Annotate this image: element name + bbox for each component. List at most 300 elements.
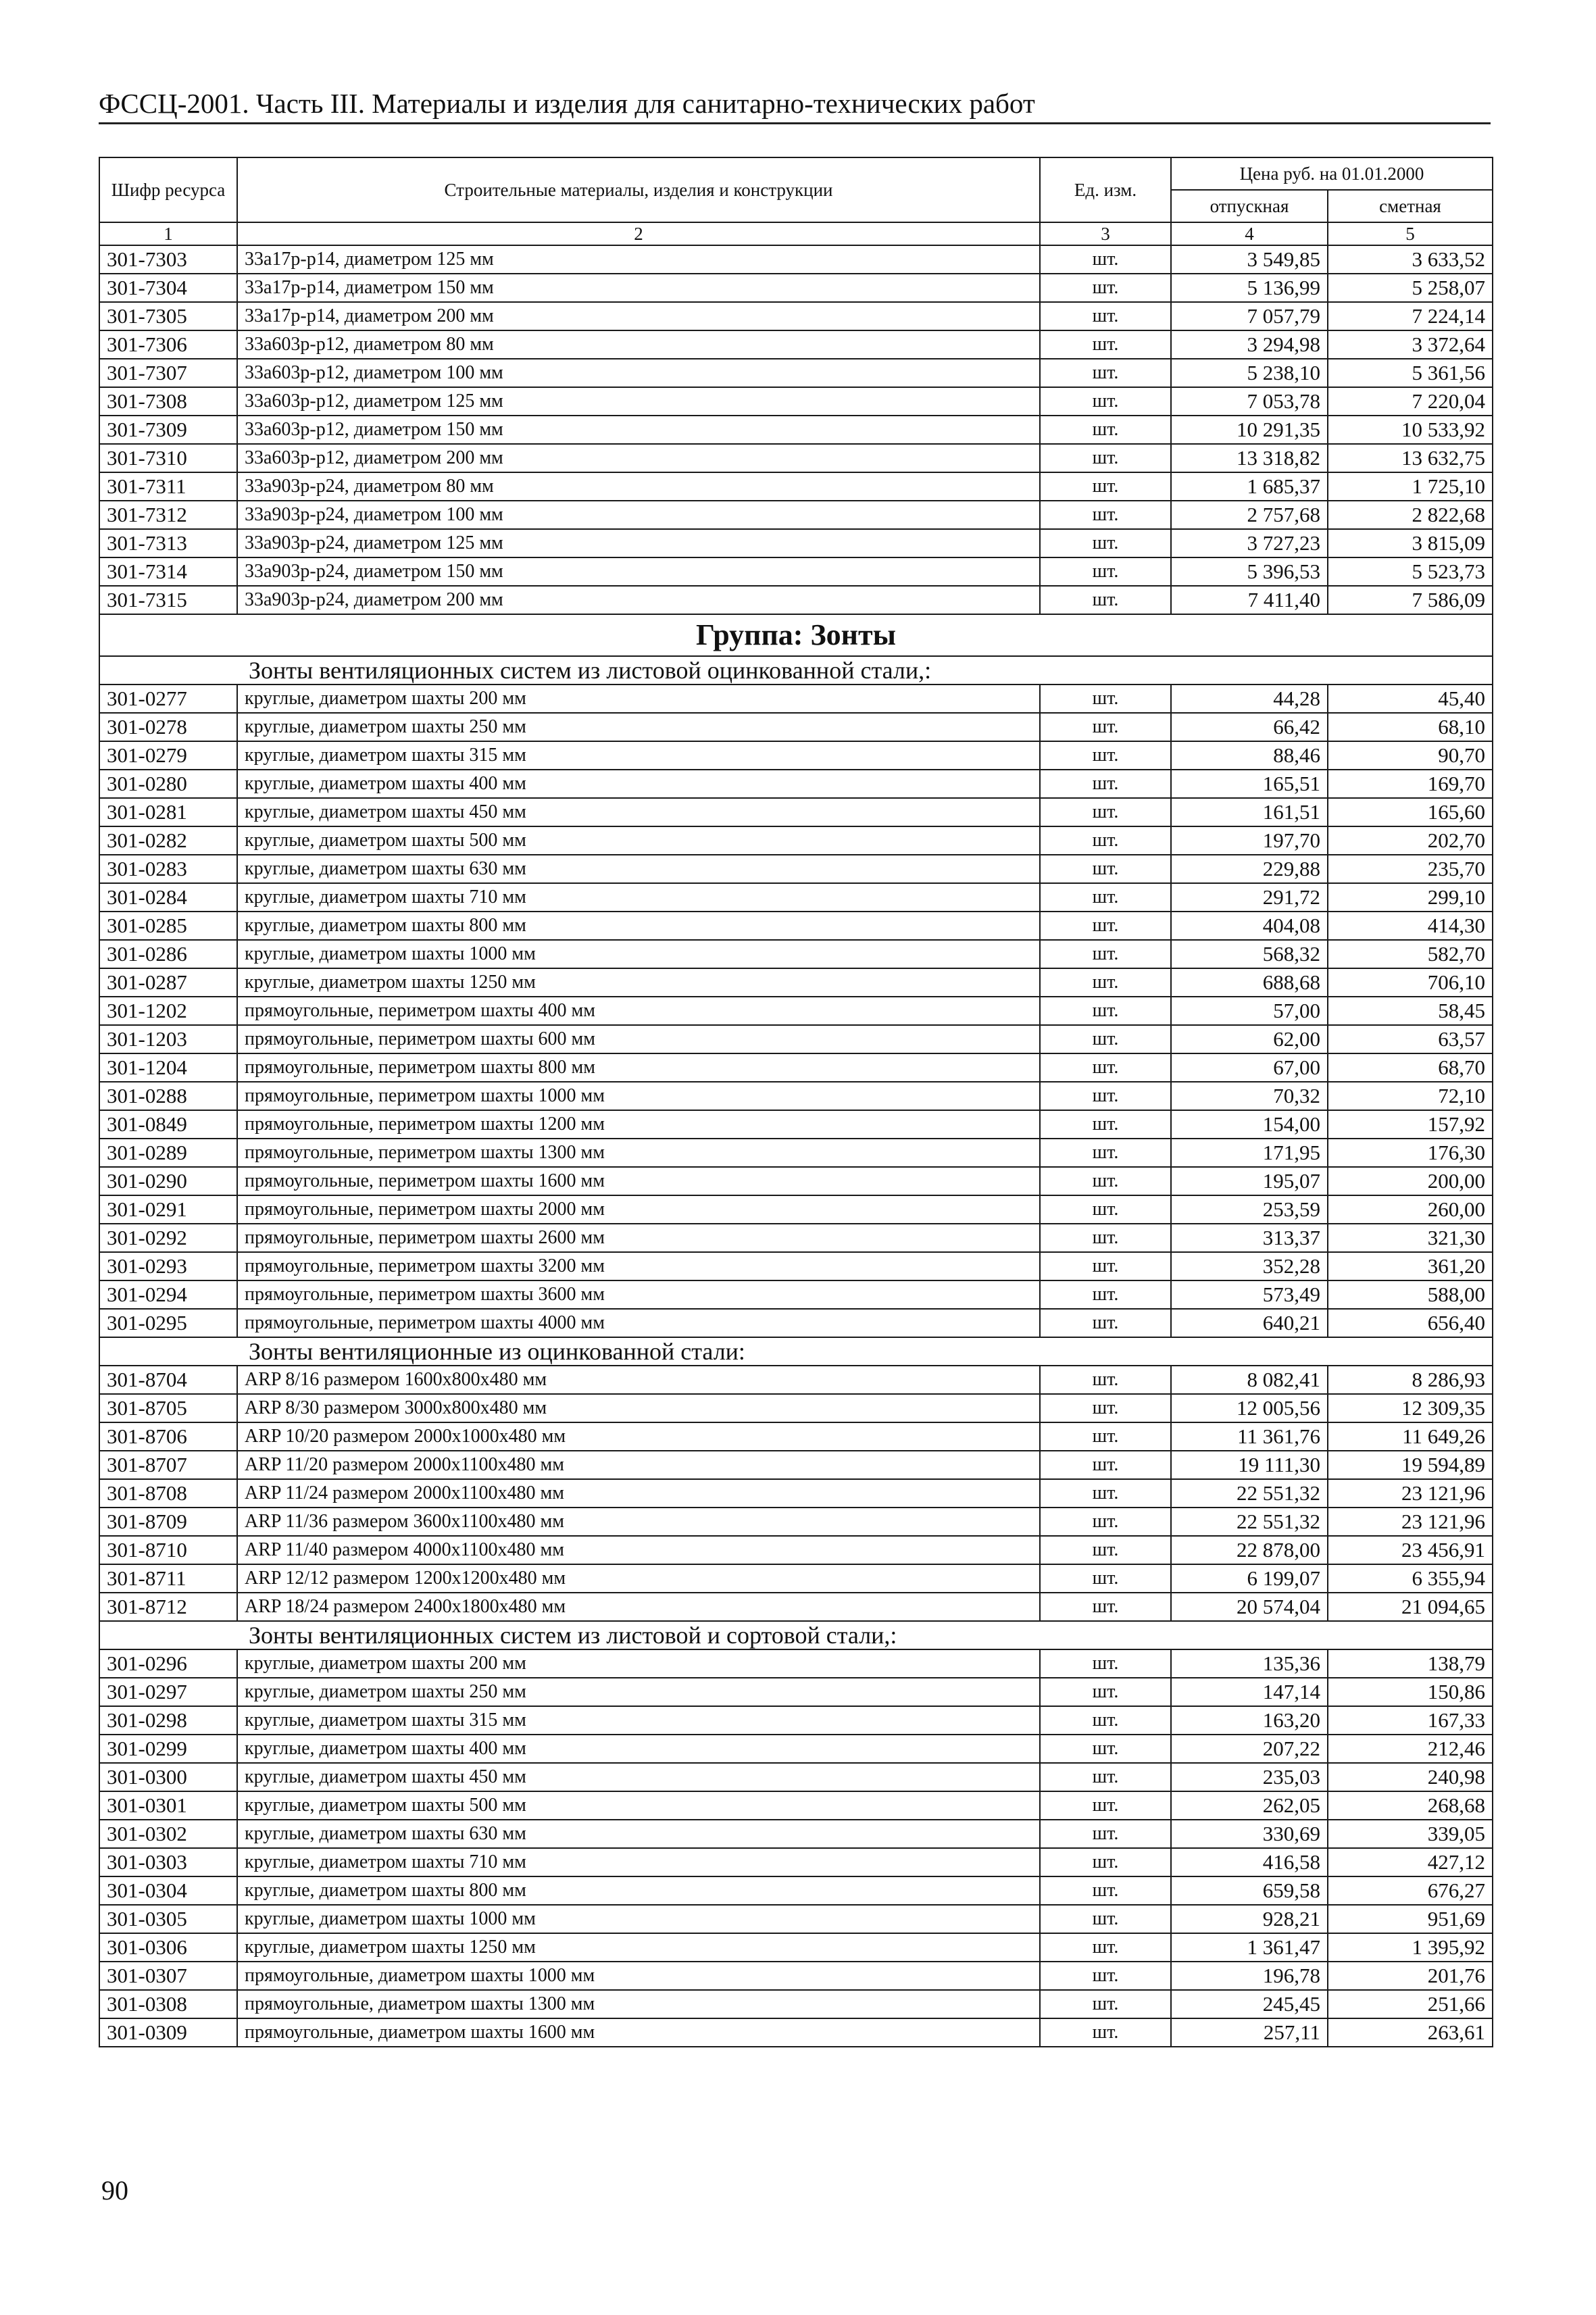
estimate-price-cell: 167,33 <box>1328 1706 1493 1735</box>
wholesale-price-cell: 7 411,40 <box>1171 586 1328 614</box>
wholesale-price-cell: 161,51 <box>1171 798 1328 826</box>
wholesale-price-cell: 171,95 <box>1171 1139 1328 1167</box>
wholesale-price-cell: 22 878,00 <box>1171 1536 1328 1564</box>
material-name-cell: 33а603р-р12, диаметром 100 мм <box>237 359 1040 387</box>
wholesale-price-cell: 235,03 <box>1171 1763 1328 1791</box>
material-name-cell: круглые, диаметром шахты 315 мм <box>237 741 1040 770</box>
resource-code-cell: 301-7304 <box>99 274 237 302</box>
material-name-cell: круглые, диаметром шахты 250 мм <box>237 1678 1040 1706</box>
column-number: 3 <box>1040 222 1171 245</box>
estimate-price-cell: 321,30 <box>1328 1224 1493 1252</box>
wholesale-price-cell: 67,00 <box>1171 1053 1328 1082</box>
col-header-code: Шифр ресурса <box>99 157 237 222</box>
table-row <box>99 684 1493 713</box>
table-row <box>99 855 1493 883</box>
wholesale-price-cell: 44,28 <box>1171 684 1328 713</box>
table-row <box>99 1593 1493 1621</box>
material-name-cell: круглые, диаметром шахты 1250 мм <box>237 1933 1040 1962</box>
wholesale-price-cell: 262,05 <box>1171 1791 1328 1820</box>
material-name-cell: ARP 12/12 размером 1200x1200x480 мм <box>237 1564 1040 1593</box>
estimate-price-cell: 19 594,89 <box>1328 1451 1493 1479</box>
table-row <box>99 883 1493 912</box>
wholesale-price-cell: 5 396,53 <box>1171 557 1328 586</box>
wholesale-price-cell: 291,72 <box>1171 883 1328 912</box>
resource-code-cell: 301-0297 <box>99 1678 237 1706</box>
table-row <box>99 1025 1493 1053</box>
wholesale-price-cell: 70,32 <box>1171 1082 1328 1110</box>
material-name-cell: ARP 8/16 размером 1600x800x480 мм <box>237 1366 1040 1394</box>
unit-cell: шт. <box>1040 1735 1171 1763</box>
unit-cell: шт. <box>1040 1706 1171 1735</box>
table-row <box>99 997 1493 1025</box>
col-header-estimate: сметная <box>1328 190 1493 222</box>
resource-code-cell: 301-8708 <box>99 1479 237 1508</box>
material-name-cell: прямоугольные, периметром шахты 4000 мм <box>237 1309 1040 1337</box>
table-row <box>99 1990 1493 2018</box>
unit-cell: шт. <box>1040 444 1171 472</box>
table-row <box>99 302 1493 330</box>
material-name-cell: круглые, диаметром шахты 710 мм <box>237 883 1040 912</box>
resource-code-cell: 301-8712 <box>99 1593 237 1621</box>
material-name-cell: 33а903р-р24, диаметром 100 мм <box>237 501 1040 529</box>
resource-code-cell: 301-7303 <box>99 245 237 274</box>
wholesale-price-cell: 11 361,76 <box>1171 1422 1328 1451</box>
resource-code-cell: 301-0284 <box>99 883 237 912</box>
estimate-price-cell: 3 633,52 <box>1328 245 1493 274</box>
material-name-cell: 33а603р-р12, диаметром 125 мм <box>237 387 1040 416</box>
resource-code-cell: 301-0299 <box>99 1735 237 1763</box>
unit-cell: шт. <box>1040 912 1171 940</box>
table-row <box>99 359 1493 387</box>
wholesale-price-cell: 253,59 <box>1171 1195 1328 1224</box>
wholesale-price-cell: 6 199,07 <box>1171 1564 1328 1593</box>
unit-cell: шт. <box>1040 1479 1171 1508</box>
wholesale-price-cell: 257,11 <box>1171 2018 1328 2047</box>
resource-code-cell: 301-0278 <box>99 713 237 741</box>
estimate-price-cell: 5 523,73 <box>1328 557 1493 586</box>
unit-cell: шт. <box>1040 245 1171 274</box>
table-row <box>99 1905 1493 1933</box>
wholesale-price-cell: 20 574,04 <box>1171 1593 1328 1621</box>
estimate-price-cell: 6 355,94 <box>1328 1564 1493 1593</box>
resource-code-cell: 301-0290 <box>99 1167 237 1195</box>
wholesale-price-cell: 197,70 <box>1171 826 1328 855</box>
unit-cell: шт. <box>1040 684 1171 713</box>
unit-cell: шт. <box>1040 1593 1171 1621</box>
wholesale-price-cell: 2 757,68 <box>1171 501 1328 529</box>
material-name-cell: прямоугольные, периметром шахты 1600 мм <box>237 1167 1040 1195</box>
table-row <box>99 1082 1493 1110</box>
wholesale-price-cell: 404,08 <box>1171 912 1328 940</box>
wholesale-price-cell: 195,07 <box>1171 1167 1328 1195</box>
resource-code-cell: 301-0291 <box>99 1195 237 1224</box>
table-row <box>99 1876 1493 1905</box>
table-row <box>99 1167 1493 1195</box>
wholesale-price-cell: 22 551,32 <box>1171 1508 1328 1536</box>
estimate-price-cell: 361,20 <box>1328 1252 1493 1280</box>
table-row <box>99 1820 1493 1848</box>
estimate-price-cell: 150,86 <box>1328 1678 1493 1706</box>
unit-cell: шт. <box>1040 855 1171 883</box>
estimate-price-cell: 2 822,68 <box>1328 501 1493 529</box>
material-name-cell: 33а903р-р24, диаметром 150 мм <box>237 557 1040 586</box>
unit-cell: шт. <box>1040 1252 1171 1280</box>
wholesale-price-cell: 330,69 <box>1171 1820 1328 1848</box>
material-name-cell: круглые, диаметром шахты 710 мм <box>237 1848 1040 1876</box>
table-row <box>99 1309 1493 1337</box>
wholesale-price-cell: 5 238,10 <box>1171 359 1328 387</box>
estimate-price-cell: 427,12 <box>1328 1848 1493 1876</box>
estimate-price-cell: 165,60 <box>1328 798 1493 826</box>
wholesale-price-cell: 154,00 <box>1171 1110 1328 1139</box>
subgroup-heading-row <box>99 1621 1493 1649</box>
unit-cell: шт. <box>1040 387 1171 416</box>
wholesale-price-cell: 22 551,32 <box>1171 1479 1328 1508</box>
wholesale-price-cell: 10 291,35 <box>1171 416 1328 444</box>
resource-code-cell: 301-0279 <box>99 741 237 770</box>
table-row <box>99 1649 1493 1678</box>
material-name-cell: прямоугольные, периметром шахты 1300 мм <box>237 1139 1040 1167</box>
column-number: 4 <box>1171 222 1328 245</box>
material-name-cell: круглые, диаметром шахты 450 мм <box>237 798 1040 826</box>
estimate-price-cell: 263,61 <box>1328 2018 1493 2047</box>
unit-cell: шт. <box>1040 826 1171 855</box>
material-name-cell: круглые, диаметром шахты 200 мм <box>237 1649 1040 1678</box>
resource-code-cell: 301-1203 <box>99 1025 237 1053</box>
resource-code-cell: 301-8706 <box>99 1422 237 1451</box>
resource-code-cell: 301-0287 <box>99 968 237 997</box>
material-name-cell: прямоугольные, диаметром шахты 1000 мм <box>237 1962 1040 1990</box>
wholesale-price-cell: 8 082,41 <box>1171 1366 1328 1394</box>
page-header-title: ФССЦ-2001. Часть III. Материалы и изделия для санитарно-технических работ <box>99 88 1035 119</box>
unit-cell: шт. <box>1040 997 1171 1025</box>
resource-code-cell: 301-0283 <box>99 855 237 883</box>
wholesale-price-cell: 416,58 <box>1171 1848 1328 1876</box>
table-row <box>99 798 1493 826</box>
wholesale-price-cell: 7 057,79 <box>1171 302 1328 330</box>
price-table <box>99 157 1493 2047</box>
material-name-cell: круглые, диаметром шахты 500 мм <box>237 826 1040 855</box>
wholesale-price-cell: 573,49 <box>1171 1280 1328 1309</box>
table-row <box>99 1451 1493 1479</box>
resource-code-cell: 301-7314 <box>99 557 237 586</box>
resource-code-cell: 301-8705 <box>99 1394 237 1422</box>
col-header-unit: Ед. изм. <box>1040 157 1171 222</box>
unit-cell: шт. <box>1040 1933 1171 1962</box>
unit-cell: шт. <box>1040 1820 1171 1848</box>
resource-code-cell: 301-7307 <box>99 359 237 387</box>
wholesale-price-cell: 62,00 <box>1171 1025 1328 1053</box>
table-row <box>99 1110 1493 1139</box>
estimate-price-cell: 240,98 <box>1328 1763 1493 1791</box>
unit-cell: шт. <box>1040 1082 1171 1110</box>
column-number: 5 <box>1328 222 1493 245</box>
table-row <box>99 2018 1493 2047</box>
table-row <box>99 330 1493 359</box>
unit-cell: шт. <box>1040 1649 1171 1678</box>
estimate-price-cell: 200,00 <box>1328 1167 1493 1195</box>
table-row <box>99 1508 1493 1536</box>
material-name-cell: прямоугольные, периметром шахты 1200 мм <box>237 1110 1040 1139</box>
resource-code-cell: 301-0286 <box>99 940 237 968</box>
material-name-cell: 33а603р-р12, диаметром 150 мм <box>237 416 1040 444</box>
wholesale-price-cell: 313,37 <box>1171 1224 1328 1252</box>
resource-code-cell: 301-0292 <box>99 1224 237 1252</box>
wholesale-price-cell: 229,88 <box>1171 855 1328 883</box>
material-name-cell: круглые, диаметром шахты 630 мм <box>237 855 1040 883</box>
table-row <box>99 1536 1493 1564</box>
table-row <box>99 940 1493 968</box>
table-row <box>99 1564 1493 1593</box>
table-row <box>99 1195 1493 1224</box>
estimate-price-cell: 706,10 <box>1328 968 1493 997</box>
table-header-row <box>99 157 1493 190</box>
material-name-cell: прямоугольные, периметром шахты 3200 мм <box>237 1252 1040 1280</box>
unit-cell: шт. <box>1040 1791 1171 1820</box>
unit-cell: шт. <box>1040 586 1171 614</box>
estimate-price-cell: 5 361,56 <box>1328 359 1493 387</box>
resource-code-cell: 301-0295 <box>99 1309 237 1337</box>
material-name-cell: круглые, диаметром шахты 315 мм <box>237 1706 1040 1735</box>
wholesale-price-cell: 352,28 <box>1171 1252 1328 1280</box>
table-row <box>99 1791 1493 1820</box>
material-name-cell: круглые, диаметром шахты 630 мм <box>237 1820 1040 1848</box>
subgroup-heading: Зонты вентиляционные из оцинкованной стали: <box>99 1337 1493 1366</box>
unit-cell: шт. <box>1040 1763 1171 1791</box>
table-row <box>99 557 1493 586</box>
estimate-price-cell: 90,70 <box>1328 741 1493 770</box>
estimate-price-cell: 656,40 <box>1328 1309 1493 1337</box>
table-row <box>99 770 1493 798</box>
table-row <box>99 586 1493 614</box>
estimate-price-cell: 260,00 <box>1328 1195 1493 1224</box>
material-name-cell: круглые, диаметром шахты 800 мм <box>237 912 1040 940</box>
material-name-cell: круглые, диаметром шахты 1000 мм <box>237 940 1040 968</box>
material-name-cell: прямоугольные, периметром шахты 600 мм <box>237 1025 1040 1053</box>
material-name-cell: 33а17р-р14, диаметром 200 мм <box>237 302 1040 330</box>
resource-code-cell: 301-0300 <box>99 1763 237 1791</box>
unit-cell: шт. <box>1040 1962 1171 1990</box>
wholesale-price-cell: 1 361,47 <box>1171 1933 1328 1962</box>
resource-code-cell: 301-0309 <box>99 2018 237 2047</box>
material-name-cell: прямоугольные, диаметром шахты 1600 мм <box>237 2018 1040 2047</box>
estimate-price-cell: 23 121,96 <box>1328 1479 1493 1508</box>
wholesale-price-cell: 12 005,56 <box>1171 1394 1328 1422</box>
resource-code-cell: 301-0289 <box>99 1139 237 1167</box>
material-name-cell: 33а17р-р14, диаметром 125 мм <box>237 245 1040 274</box>
subgroup-heading: Зонты вентиляционных систем из листовой оцинкованной стали,: <box>99 656 1493 684</box>
table-row <box>99 501 1493 529</box>
material-name-cell: ARP 8/30 размером 3000x800x480 мм <box>237 1394 1040 1422</box>
resource-code-cell: 301-1204 <box>99 1053 237 1082</box>
resource-code-cell: 301-0308 <box>99 1990 237 2018</box>
estimate-price-cell: 582,70 <box>1328 940 1493 968</box>
material-name-cell: прямоугольные, периметром шахты 2600 мм <box>237 1224 1040 1252</box>
material-name-cell: круглые, диаметром шахты 400 мм <box>237 770 1040 798</box>
table-row <box>99 1735 1493 1763</box>
wholesale-price-cell: 147,14 <box>1171 1678 1328 1706</box>
resource-code-cell: 301-0280 <box>99 770 237 798</box>
unit-cell: шт. <box>1040 1110 1171 1139</box>
resource-code-cell: 301-0281 <box>99 798 237 826</box>
table-row <box>99 912 1493 940</box>
table-row <box>99 472 1493 501</box>
estimate-price-cell: 72,10 <box>1328 1082 1493 1110</box>
material-name-cell: круглые, диаметром шахты 800 мм <box>237 1876 1040 1905</box>
resource-code-cell: 301-7308 <box>99 387 237 416</box>
wholesale-price-cell: 7 053,78 <box>1171 387 1328 416</box>
table-row <box>99 1280 1493 1309</box>
estimate-price-cell: 21 094,65 <box>1328 1593 1493 1621</box>
wholesale-price-cell: 207,22 <box>1171 1735 1328 1763</box>
table-row <box>99 1479 1493 1508</box>
material-name-cell: 33а17р-р14, диаметром 150 мм <box>237 274 1040 302</box>
unit-cell: шт. <box>1040 1025 1171 1053</box>
resource-code-cell: 301-7313 <box>99 529 237 557</box>
estimate-price-cell: 12 309,35 <box>1328 1394 1493 1422</box>
table-row <box>99 1848 1493 1876</box>
unit-cell: шт. <box>1040 1905 1171 1933</box>
unit-cell: шт. <box>1040 1309 1171 1337</box>
col-header-name: Строительные материалы, изделия и конструкции <box>237 157 1040 222</box>
table-row <box>99 1366 1493 1394</box>
estimate-price-cell: 951,69 <box>1328 1905 1493 1933</box>
estimate-price-cell: 7 586,09 <box>1328 586 1493 614</box>
unit-cell: шт. <box>1040 1394 1171 1422</box>
material-name-cell: круглые, диаметром шахты 250 мм <box>237 713 1040 741</box>
estimate-price-cell: 588,00 <box>1328 1280 1493 1309</box>
column-number: 1 <box>99 222 237 245</box>
unit-cell: шт. <box>1040 1564 1171 1593</box>
unit-cell: шт. <box>1040 1678 1171 1706</box>
resource-code-cell: 301-0849 <box>99 1110 237 1139</box>
unit-cell: шт. <box>1040 1366 1171 1394</box>
wholesale-price-cell: 3 294,98 <box>1171 330 1328 359</box>
unit-cell: шт. <box>1040 1508 1171 1536</box>
resource-code-cell: 301-7309 <box>99 416 237 444</box>
estimate-price-cell: 3 815,09 <box>1328 529 1493 557</box>
unit-cell: шт. <box>1040 940 1171 968</box>
resource-code-cell: 301-0294 <box>99 1280 237 1309</box>
material-name-cell: круглые, диаметром шахты 200 мм <box>237 684 1040 713</box>
wholesale-price-cell: 19 111,30 <box>1171 1451 1328 1479</box>
estimate-price-cell: 299,10 <box>1328 883 1493 912</box>
table-row <box>99 713 1493 741</box>
estimate-price-cell: 8 286,93 <box>1328 1366 1493 1394</box>
estimate-price-cell: 202,70 <box>1328 826 1493 855</box>
table-row <box>99 1706 1493 1735</box>
unit-cell: шт. <box>1040 1422 1171 1451</box>
subgroup-heading: Зонты вентиляционных систем из листовой и сортовой стали,: <box>99 1621 1493 1649</box>
estimate-price-cell: 11 649,26 <box>1328 1422 1493 1451</box>
estimate-price-cell: 58,45 <box>1328 997 1493 1025</box>
unit-cell: шт. <box>1040 1224 1171 1252</box>
table-row <box>99 1763 1493 1791</box>
group-title: Группа: Зонты <box>99 614 1493 656</box>
wholesale-price-cell: 66,42 <box>1171 713 1328 741</box>
col-header-price: Цена руб. на 01.01.2000 <box>1171 157 1493 190</box>
estimate-price-cell: 3 372,64 <box>1328 330 1493 359</box>
estimate-price-cell: 176,30 <box>1328 1139 1493 1167</box>
resource-code-cell: 301-7306 <box>99 330 237 359</box>
material-name-cell: ARP 10/20 размером 2000x1000x480 мм <box>237 1422 1040 1451</box>
unit-cell: шт. <box>1040 798 1171 826</box>
page-number: 90 <box>101 2175 128 2206</box>
group-title-row <box>99 614 1493 656</box>
resource-code-cell: 301-8710 <box>99 1536 237 1564</box>
unit-cell: шт. <box>1040 557 1171 586</box>
material-name-cell: 33а603р-р12, диаметром 200 мм <box>237 444 1040 472</box>
column-number-row <box>99 222 1493 245</box>
wholesale-price-cell: 659,58 <box>1171 1876 1328 1905</box>
resource-code-cell: 301-7311 <box>99 472 237 501</box>
material-name-cell: круглые, диаметром шахты 1000 мм <box>237 1905 1040 1933</box>
estimate-price-cell: 251,66 <box>1328 1990 1493 2018</box>
resource-code-cell: 301-8711 <box>99 1564 237 1593</box>
estimate-price-cell: 10 533,92 <box>1328 416 1493 444</box>
unit-cell: шт. <box>1040 1167 1171 1195</box>
table-row <box>99 1139 1493 1167</box>
unit-cell: шт. <box>1040 1195 1171 1224</box>
unit-cell: шт. <box>1040 770 1171 798</box>
material-name-cell: 33а903р-р24, диаметром 200 мм <box>237 586 1040 614</box>
table-row <box>99 1962 1493 1990</box>
material-name-cell: ARP 18/24 размером 2400x1800x480 мм <box>237 1593 1040 1621</box>
material-name-cell: прямоугольные, периметром шахты 800 мм <box>237 1053 1040 1082</box>
material-name-cell: прямоугольные, периметром шахты 3600 мм <box>237 1280 1040 1309</box>
estimate-price-cell: 235,70 <box>1328 855 1493 883</box>
unit-cell: шт. <box>1040 501 1171 529</box>
wholesale-price-cell: 3 549,85 <box>1171 245 1328 274</box>
estimate-price-cell: 23 456,91 <box>1328 1536 1493 1564</box>
table-row <box>99 444 1493 472</box>
unit-cell: шт. <box>1040 1848 1171 1876</box>
unit-cell: шт. <box>1040 1536 1171 1564</box>
estimate-price-cell: 676,27 <box>1328 1876 1493 1905</box>
unit-cell: шт. <box>1040 359 1171 387</box>
table-row <box>99 1678 1493 1706</box>
material-name-cell: 33а903р-р24, диаметром 125 мм <box>237 529 1040 557</box>
unit-cell: шт. <box>1040 1280 1171 1309</box>
resource-code-cell: 301-0307 <box>99 1962 237 1990</box>
table-row <box>99 1252 1493 1280</box>
material-name-cell: круглые, диаметром шахты 400 мм <box>237 1735 1040 1763</box>
unit-cell: шт. <box>1040 1139 1171 1167</box>
material-name-cell: круглые, диаметром шахты 450 мм <box>237 1763 1040 1791</box>
table-row <box>99 1422 1493 1451</box>
wholesale-price-cell: 928,21 <box>1171 1905 1328 1933</box>
resource-code-cell: 301-0285 <box>99 912 237 940</box>
estimate-price-cell: 169,70 <box>1328 770 1493 798</box>
wholesale-price-cell: 640,21 <box>1171 1309 1328 1337</box>
unit-cell: шт. <box>1040 968 1171 997</box>
table-row <box>99 416 1493 444</box>
unit-cell: шт. <box>1040 883 1171 912</box>
unit-cell: шт. <box>1040 1053 1171 1082</box>
estimate-price-cell: 63,57 <box>1328 1025 1493 1053</box>
resource-code-cell: 301-0301 <box>99 1791 237 1820</box>
header-rule <box>99 122 1491 124</box>
table-row <box>99 245 1493 274</box>
wholesale-price-cell: 688,68 <box>1171 968 1328 997</box>
resource-code-cell: 301-7312 <box>99 501 237 529</box>
material-name-cell: ARP 11/40 размером 4000x1100x480 мм <box>237 1536 1040 1564</box>
estimate-price-cell: 1 725,10 <box>1328 472 1493 501</box>
material-name-cell: прямоугольные, периметром шахты 1000 мм <box>237 1082 1040 1110</box>
material-name-cell: ARP 11/24 размером 2000x1100x480 мм <box>237 1479 1040 1508</box>
material-name-cell: прямоугольные, периметром шахты 2000 мм <box>237 1195 1040 1224</box>
wholesale-price-cell: 568,32 <box>1171 940 1328 968</box>
